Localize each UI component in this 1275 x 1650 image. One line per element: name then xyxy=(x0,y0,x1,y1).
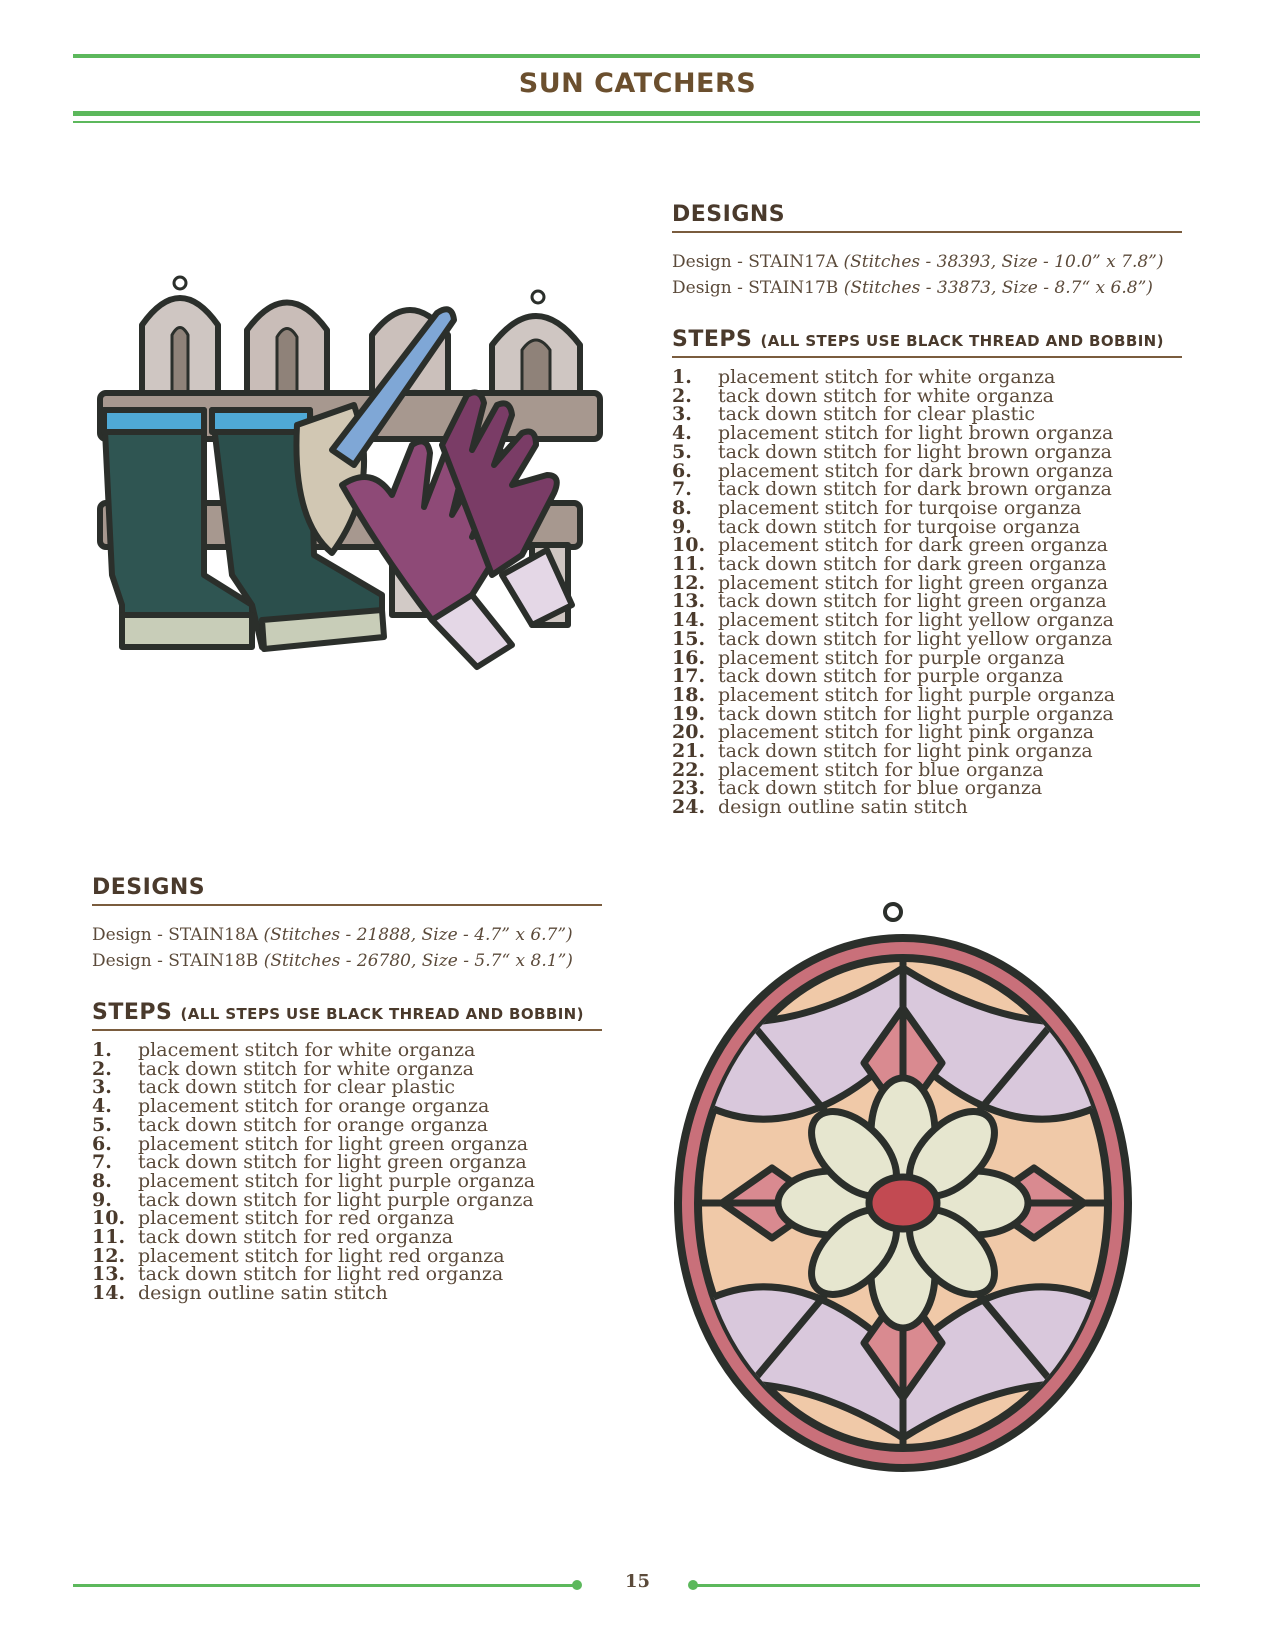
title-rule-thin xyxy=(73,121,1200,123)
step-number: 6. xyxy=(672,459,692,482)
step-number: 5. xyxy=(672,440,692,463)
step-number: 2. xyxy=(672,384,692,407)
page-number: 15 xyxy=(624,1571,651,1592)
step-text: placement stitch for blue organza xyxy=(718,758,1044,781)
designs-section-stain17 xyxy=(672,202,1182,817)
designs-heading: DESIGNS xyxy=(92,875,602,906)
step-text: tack down stitch for white organza xyxy=(718,384,1054,407)
step-text: placement stitch for light brown organza xyxy=(718,422,1114,445)
step-text: placement stitch for dark green organza xyxy=(718,534,1108,557)
step-item xyxy=(672,798,1182,817)
step-text: placement stitch for purple organza xyxy=(718,646,1065,669)
step-text: placement stitch for turqoise organza xyxy=(718,496,1082,519)
step-item xyxy=(672,683,1182,706)
step-number: 22. xyxy=(672,758,706,781)
designs-section-stain18 xyxy=(92,875,602,1303)
design-stats: (Stitches - 33873, Size - 8.7“ x 6.8”) xyxy=(843,278,1153,298)
steps-title: STEPS xyxy=(672,327,753,352)
steps-heading xyxy=(672,327,1182,358)
step-number: 12. xyxy=(92,1244,126,1267)
step-number: 7. xyxy=(92,1151,112,1174)
step-number: 13. xyxy=(92,1263,126,1286)
step-number: 17. xyxy=(672,665,706,688)
step-number: 3. xyxy=(672,403,692,426)
garden-boots-fence-suncatcher-image xyxy=(92,275,632,695)
step-number: 11. xyxy=(92,1226,126,1249)
steps-list xyxy=(92,1041,602,1303)
step-number: 2. xyxy=(92,1057,112,1080)
step-text: placement stitch for light red organza xyxy=(138,1244,505,1267)
step-text: tack down stitch for white organza xyxy=(138,1057,474,1080)
step-number: 14. xyxy=(92,1282,126,1305)
step-text: placement stitch for light yellow organza xyxy=(718,609,1114,632)
step-text: placement stitch for white organza xyxy=(138,1039,476,1061)
steps-list xyxy=(672,368,1182,817)
step-text: tack down stitch for turqoise organza xyxy=(718,515,1081,538)
step-text: tack down stitch for light purple organza xyxy=(718,702,1114,725)
step-number: 15. xyxy=(672,627,706,650)
step-item xyxy=(672,368,1182,387)
step-number: 18. xyxy=(672,683,706,706)
step-item xyxy=(672,742,1182,761)
step-text: tack down stitch for dark brown organza xyxy=(718,478,1112,501)
step-number: 1. xyxy=(92,1039,112,1061)
step-item xyxy=(92,1097,602,1116)
step-number: 13. xyxy=(672,590,706,613)
step-item xyxy=(92,1169,602,1192)
step-number: 14. xyxy=(672,609,706,632)
design-name: Design - STAIN17B xyxy=(672,278,839,298)
steps-subheading: (ALL STEPS USE BLACK THREAD AND BOBBIN) xyxy=(760,332,1164,350)
step-text: placement stitch for orange organza xyxy=(138,1095,490,1118)
step-number: 9. xyxy=(92,1188,112,1211)
step-number: 4. xyxy=(672,422,692,445)
design-name: Design - STAIN17A xyxy=(672,252,839,272)
step-text: tack down stitch for light green organza xyxy=(718,590,1107,613)
design-name: Design - STAIN18B xyxy=(92,951,259,971)
step-text: tack down stitch for clear plastic xyxy=(138,1076,455,1099)
step-item xyxy=(672,555,1182,574)
step-number: 4. xyxy=(92,1095,112,1118)
design-stats: (Stitches - 26780, Size - 5.7“ x 8.1”) xyxy=(263,951,573,971)
step-item xyxy=(92,1113,602,1136)
design-line xyxy=(92,922,602,948)
step-text: design outline satin stitch xyxy=(718,796,968,819)
step-number: 1. xyxy=(672,366,692,388)
top-rule xyxy=(73,54,1200,58)
design-line xyxy=(672,275,1182,301)
steps-title: STEPS xyxy=(92,1000,173,1025)
design-list xyxy=(672,249,1182,301)
step-number: 3. xyxy=(92,1076,112,1099)
step-text: placement stitch for white organza xyxy=(718,366,1056,388)
step-number: 6. xyxy=(92,1132,112,1155)
step-text: tack down stitch for orange organza xyxy=(138,1113,489,1136)
footer-rule-right xyxy=(692,1584,1200,1587)
footer-dot-left xyxy=(572,1580,582,1590)
step-number: 11. xyxy=(672,553,706,576)
step-number: 23. xyxy=(672,777,706,800)
step-number: 10. xyxy=(92,1207,126,1230)
steps-subheading: (ALL STEPS USE BLACK THREAD AND BOBBIN) xyxy=(180,1005,584,1023)
step-text: tack down stitch for blue organza xyxy=(718,777,1043,800)
step-item xyxy=(672,440,1182,463)
step-number: 8. xyxy=(672,496,692,519)
page-title: SUN CATCHERS xyxy=(518,68,757,99)
title-rule-thick xyxy=(73,111,1200,116)
step-number: 24. xyxy=(672,796,706,819)
step-text: tack down stitch for light purple organza xyxy=(138,1188,534,1211)
step-number: 21. xyxy=(672,740,706,763)
design-line xyxy=(92,948,602,974)
step-text: tack down stitch for dark green organza xyxy=(718,553,1107,576)
step-number: 7. xyxy=(672,478,692,501)
step-text: tack down stitch for light pink organza xyxy=(718,740,1093,763)
design-line xyxy=(672,249,1182,275)
step-text: placement stitch for light pink organza xyxy=(718,721,1095,744)
step-number: 10. xyxy=(672,534,706,557)
step-text: tack down stitch for clear plastic xyxy=(718,403,1035,426)
step-text: placement stitch for dark brown organza xyxy=(718,459,1114,482)
oval-flower-suncatcher-image xyxy=(662,898,1144,1478)
step-item xyxy=(92,1284,602,1303)
design-list xyxy=(92,922,602,974)
designs-heading: DESIGNS xyxy=(672,202,1182,233)
step-text: placement stitch for light purple organza xyxy=(718,683,1116,706)
step-text: placement stitch for light green organza xyxy=(138,1132,529,1155)
step-number: 9. xyxy=(672,515,692,538)
step-text: design outline satin stitch xyxy=(138,1282,388,1305)
design-stats: (Stitches - 38393, Size - 10.0” x 7.8”) xyxy=(843,252,1164,272)
step-text: tack down stitch for purple organza xyxy=(718,665,1064,688)
step-item xyxy=(92,1041,602,1060)
steps-heading xyxy=(92,1000,602,1031)
step-text: tack down stitch for red organza xyxy=(138,1226,454,1249)
design-name: Design - STAIN18A xyxy=(92,925,259,945)
step-item xyxy=(672,424,1182,443)
step-number: 20. xyxy=(672,721,706,744)
step-number: 16. xyxy=(672,646,706,669)
step-text: tack down stitch for light green organza xyxy=(138,1151,527,1174)
step-text: tack down stitch for light yellow organza xyxy=(718,627,1113,650)
step-text: placement stitch for light purple organza xyxy=(138,1169,536,1192)
step-item xyxy=(672,627,1182,650)
design-stats: (Stitches - 21888, Size - 4.7” x 6.7”) xyxy=(263,925,573,945)
step-text: placement stitch for red organza xyxy=(138,1207,455,1230)
step-text: placement stitch for light green organza xyxy=(718,571,1109,594)
step-number: 19. xyxy=(672,702,706,725)
step-text: tack down stitch for light brown organza xyxy=(718,440,1112,463)
step-number: 5. xyxy=(92,1113,112,1136)
step-item xyxy=(672,496,1182,519)
footer-rule-left xyxy=(73,1584,578,1587)
step-item xyxy=(92,1228,602,1247)
step-number: 12. xyxy=(672,571,706,594)
step-text: tack down stitch for light red organza xyxy=(138,1263,504,1286)
step-number: 8. xyxy=(92,1169,112,1192)
